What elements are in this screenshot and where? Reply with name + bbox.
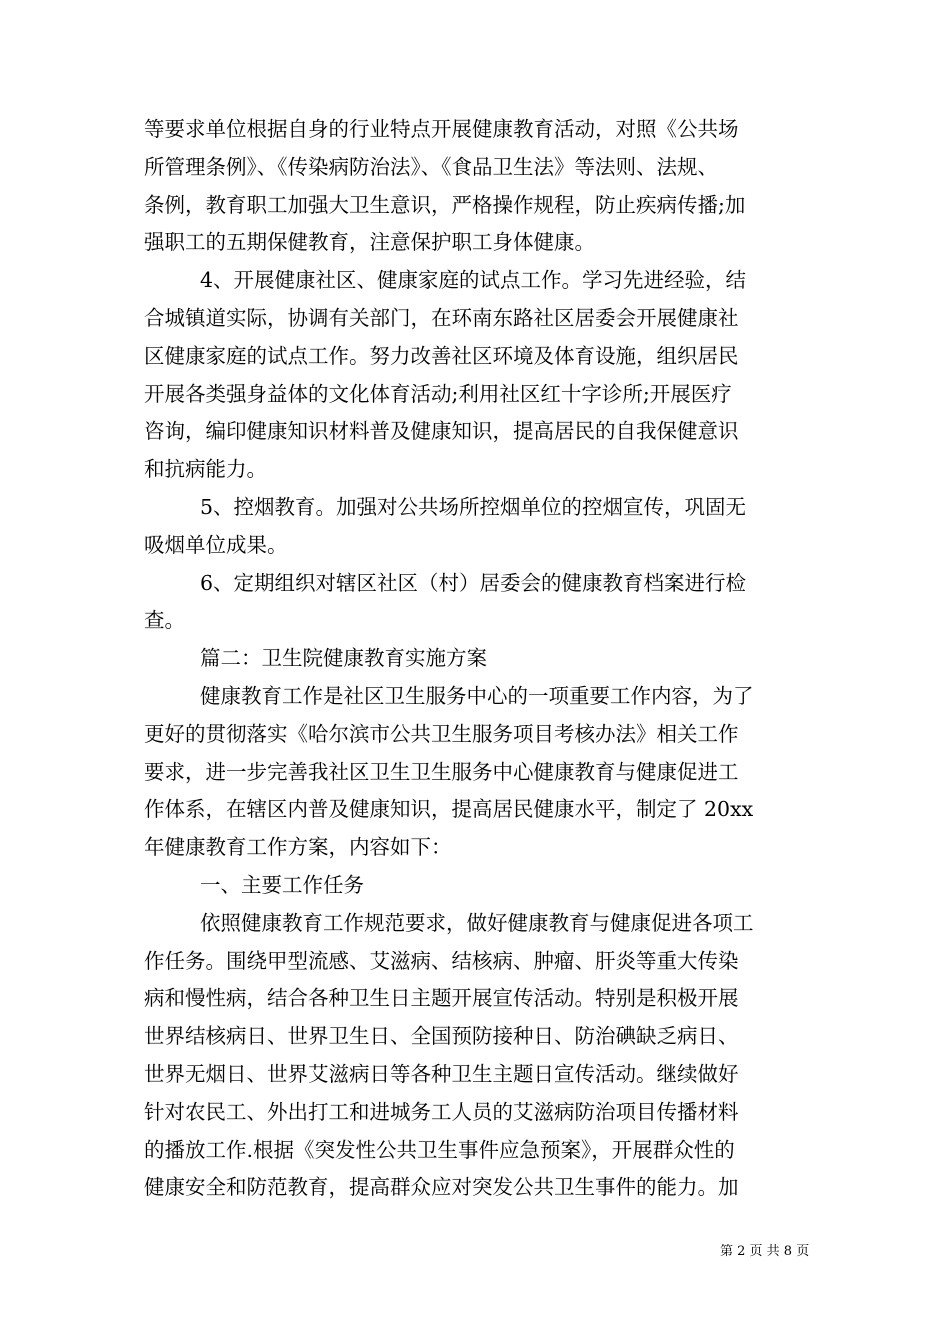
text-line: 作任务。围绕甲型流感、艾滋病、结核病、肿瘤、肝炎等重大传染 <box>144 948 739 973</box>
document-body <box>144 111 814 1207</box>
text-line: 年健康教育工作方案，内容如下： <box>144 835 452 860</box>
text-line: 健康安全和防范教育，提高群众应对突发公共卫生事件的能力。加 <box>144 1175 739 1200</box>
text-line: 查。 <box>144 608 185 633</box>
text-line: 开展各类强身益体的文化体育活动;利用社区红十字诊所;开展医疗 <box>144 381 732 406</box>
text-line: 针对农民工、外出打工和进城务工人员的艾滋病防治项目传播材料 <box>144 1099 739 1124</box>
text-line: 所管理条例》、《传染病防治法》、《食品卫生法》等法则、法规、 <box>144 154 718 179</box>
text-line: 依照健康教育工作规范要求，做好健康教育与健康促进各项工 <box>200 910 754 935</box>
text-line: 条例，教育职工加强大卫生意识，严格操作规程，防止疾病传播;加 <box>144 192 746 217</box>
text-line: 吸烟单位成果。 <box>144 532 288 557</box>
text-line: 一、主要工作任务 <box>200 872 364 897</box>
text-line: 强职工的五期保健教育，注意保护职工身体健康。 <box>144 230 595 255</box>
text-line: 4、开展健康社区、健康家庭的试点工作。学习先进经验，结 <box>200 268 747 293</box>
text-line: 咨询，编印健康知识材料普及健康知识，提高居民的自我保健意识 <box>144 419 739 444</box>
text-line: 的播放工作.根据《突发性公共卫生事件应急预案》，开展群众性的 <box>144 1137 735 1162</box>
text-line: 世界无烟日、世界艾滋病日等各种卫生主题日宣传活动。继续做好 <box>144 1061 739 1086</box>
text-line: 病和慢性病，结合各种卫生日主题开展宣传活动。特别是积极开展 <box>144 986 739 1011</box>
text-line: 合城镇道实际，协调有关部门，在环南东路社区居委会开展健康社 <box>144 305 739 330</box>
text-line: 要求，进一步完善我社区卫生卫生服务中心健康教育与健康促进工 <box>144 759 739 784</box>
text-line: 篇二：卫生院健康教育实施方案 <box>200 646 487 671</box>
text-line: 等要求单位根据自身的行业特点开展健康教育活动，对照《公共场 <box>144 117 739 141</box>
text-line: 区健康家庭的试点工作。努力改善社区环境及体育设施，组织居民 <box>144 343 739 368</box>
text-line: 作体系，在辖区内普及健康知识，提高居民健康水平，制定了 20xx <box>144 797 754 822</box>
text-line: 和抗病能力。 <box>144 457 267 482</box>
text-line: 5、控烟教育。加强对公共场所控烟单位的控烟宣传，巩固无 <box>200 494 747 519</box>
text-line: 6、定期组织对辖区社区（村）居委会的健康教育档案进行检 <box>200 570 747 595</box>
text-line: 更好的贯彻落实《哈尔滨市公共卫生服务项目考核办法》相关工作 <box>144 721 739 746</box>
text-line: 健康教育工作是社区卫生服务中心的一项重要工作内容，为了 <box>200 683 754 708</box>
page-number: 第 2 页 共 8 页 <box>720 1244 810 1259</box>
text-line: 世界结核病日、世界卫生日、全国预防接种日、防治碘缺乏病日、 <box>144 1024 739 1049</box>
